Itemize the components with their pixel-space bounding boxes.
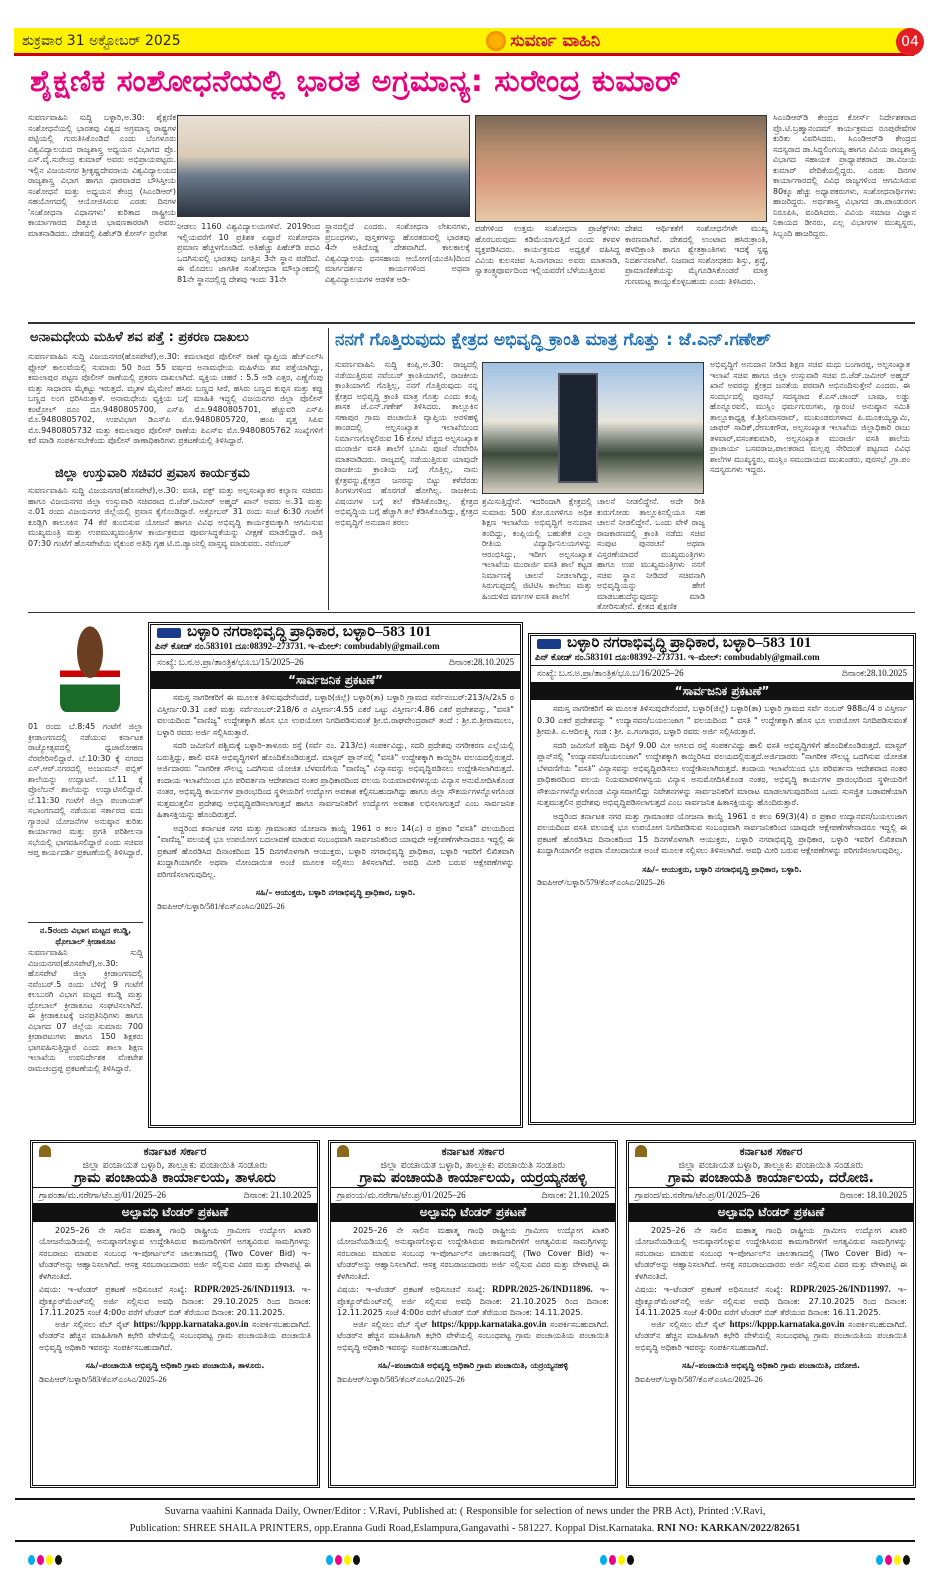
lamp-lighting-photo — [177, 115, 470, 217]
tender-title: ಅಲ್ಪಾವಧಿ ಟೆಂಡರ್ ಪ್ರಕಟಣೆ — [331, 1204, 615, 1222]
minister-tour-continued: 01 ರಂದು ಬೆ.8:45 ಗಂಟೆಗೆ ಜಿಲ್ಲಾ ಕ್ರೀಡಾಂಗಣದಲ್ಲಿ ನಡೆಯುವ ಕರ್ನಾಟಕ ರಾಜ್ಯೋತ್ಸವದಲ್ಲಿ ಧ್ವಜಾರೋಹಣ ನೆರವೇರಿಸಲಿದ್ದಾರೆ. ಬೆ.10:30 ಕ್ಕೆ ನಗರದ ಎಸ್.ಆರ್.ನಗರದಲ್ಲಿ ಅಂಜುಮನ್ ಪಬ್ಲಿಕ್ ಶಾಲೆಯನ್ನು ಉದ್ಘಾಟನೆ. ಬೆ.11 ಕ್ಕೆ ಪ್ರೊಲೆಬನ್ ಶಾಲೆಯನ್ನು ಉದ್ಘಾಟಿಸಲಿದ್ದಾರೆ. ಬೆ.11:30 ಗಂಟೆಗೆ ಜಿಲ್ಲಾ ಪಂಚಾಯತ್ ಸಭಾಂಗಣದಲ್ಲಿ ನಡೆಯುವ ಸರ್ಕಾರದ ಐದು ಗ್ಯಾರಂಟಿ ಯೋಜನೆಗಳ ಅನುಷ್ಠಾನ ಕುರಿತು ಕಾರ್ಯಾಗಾರ ಮತ್ತು ಪ್ರಗತಿ ಪರಿಶೀಲನಾ ಸಭೆಯಲ್ಲಿ ಭಾಗವಹಿಸಲಿದ್ದಾರೆ ಎಂದು ಸಚಿವರ ಆಪ್ತ ಕಾರ್ಯದರ್ಶಿ ಪ್ರಕಟಣೆಯಲ್ಲಿ ತಿಳಿಸಿದ್ದಾರೆ. — [28, 722, 143, 857]
divider — [28, 612, 915, 613]
ganesh-col-4: ಅಭಿವೃದ್ಧಿಗೆ ಅನುದಾನ ನೀಡಿದ ಶಿಕ್ಷಣ ಸಚಿವ ಮಧು ಬಂಗಾರಪ್ಪ, ಅಲ್ಪಸಂಖ್ಯಾತ ಇಲಾಖೆ ಸಚಿವ ಹಾಗೂ ಜಿಲ್ಲಾ ಉಸ್ತುವಾರಿ ಸಚಿವ ಬಿ.ಜೆಡ್.ಜಮೀರ್ ಅಹ್ಮದ್ ಖಾನೆ ಅವರನ್ನು ಕ್ಷೇತ್ರದ ಜನತೆಯ ಪರವಾಗಿ ಅಭಿನಂದಿಸುತ್ತೇನೆ ಎಂದರು. ಈ ಸಂದರ್ಭದಲ್ಲಿ ಪುರಸಭೆ ಸದಸ್ಯರಾದ ಕೆ.ಎಸ್.ಚಾಂದ್ ಬಾಷಾ, ಲಡ್ಡು ಹೊನ್ನೂರವಲಿ, ಮುಸ್ಲಿಂ ಧರ್ಮಗುರುಗಳು, ಗ್ಯಾರಂಟಿ ಅನುಷ್ಠಾನ ಸಮಿತಿ ತಾಲ್ಲೂಕಾಧ್ಯಕ್ಷ ಕೆ.ಶ್ರೀನಿವಾಸರಾವ್, ಮುಖಂಡರುಗಳಾದ ಪಿ.ಮೂಕಯ್ಯಸ್ವಾಮಿ, ಜಾಫರ್ ಸಾದಿಕ್,ರೇಣುಕಗೌಡ, ಅಲ್ಪಸಂಖ್ಯಾತ ಇಲಾಖೆಯ ಜಿಲ್ಲಾಧಿಕಾರಿ ರಾಜು ತಳವಾರ್,ವಸಂತಕುಮಾರಿ, ಅಲ್ಪಸಂಖ್ಯಾತ ಮುರಾರ್ಜಿ ವಸತಿ ಶಾಲೆಯ ಪ್ರಾಚಾರ್ಯ ಬಸವರಾಜ,ಪಾಲಕರಾದ ಮಲ್ಲಪ್ಪ ಸೇರಿದಂತೆ ಪಟ್ಟಣದ ವಿವಿಧ ಶಾಲೆಗಳ ಮುಖ್ಯಸ್ಥರು, ಮುಸ್ಲಿಂ ಸಮುದಾಯದ ಮುಖಂಡರು, ಪುರಸಭೆ ,ಗ್ರಾ.ಪಂ ಸದಸ್ಯರುಗಳು ಇದ್ದರು. — [710, 360, 910, 474]
ganesh-col-3: ಚಾಲನೆ ನೀಡಲಿದ್ದೇನೆ. ಅದೇ ರೀತಿ ಕುರುಗೋಡು ತಾಲ್ಲೂಕಿನಲ್ಲಿಯೂ ಸಹ ಚಾಲನೆ ನೀಡಲಿದ್ದೇನೆ. ಒಂದು ವೇಳೆ ರಾಜ್ಯ ರಾಜಕಾರಣದಲ್ಲಿ ಕ್ರಾಂತಿ ನಡೆದು ಸಚಿವ ಸಂಪುಟ ಪುನರಚನೆ ಅಥವಾ ವಿಸ್ತರಣೆಯಾದರೆ ಮುಖ್ಯಮಂತ್ರಿಗಳು ಹಾಗೂ ಉಪ ಮುಖ್ಯಮಂತ್ರಿಗಳು ನನಗೆ ಸಚಿವ ಸ್ಥಾನ ನೀಡಿದರೆ ಸಚಿವನಾಗಿ ಅಭಿವೃದ್ಧಿಯನ್ನು ಹೇಗೆ ಮಾಡಬಹುದೆನ್ನುವುದನ್ನು ಮಾಡಿ ತೋರಿಸುತ್ತೇನೆ. ಕ್ಷೇತ್ರದ ಶೈಕ್ಷಣಿಕ — [597, 497, 705, 610]
notice-authority: ಬಳ್ಳಾರಿ ನಗರಾಭಿವೃದ್ಧಿ ಪ್ರಾಧಿಕಾರ, ಬಳ್ಳಾರಿ–583 101 — [567, 635, 812, 651]
notice-para: ಸದರಿ ಜಮೀನಿಗೆ ಪಶ್ಚಿಮಕ್ಕೆ ಬಳ್ಳಾರಿ–ತಾಳೂರು ರಸ್ತೆ (ಸರ್ವೆ ನಂ. 213/ಬಿ) ಸಂಪರ್ಕವಿದ್ದು, ಸದರಿ ಪ್ರದೇಶವು ನಗರೀಕರಣ ಎಲ್ಲೆಯಲ್ಲಿ ಬರುತ್ತಿದ್ದು, ಹಾಲಿ ವಸತಿ ಅಭಿವೃದ್ಧಿಗಳಿಗೆ ಹೊಂದಿಕೊಂಡಿರುತ್ತದೆ. ಮಾಸ್ಟರ್ ಪ್ಲಾನ್‌ನಲ್ಲಿ "ವಸತಿ" ಉದ್ದೇಶಕ್ಕಾಗಿ ಕಾಯ್ದಿರಿಸಿ ವಲಯದಲ್ಲಿರುತ್ತದೆ. ಅರ್ಜಿದಾರರು "ನಾಗರೀಕ ಸೌಲಭ್ಯ ಒದಗಿಸುವ ಯೋಜಿತ ಬೆಳವಣಿಗೆಯ "ವಾಣಿಜ್ಯ" ವಿನ್ಯಾಸವನ್ನು ಅಭಿವೃದ್ಧಿಪಡಿಸಲು ಉದ್ದೇಶಿಸಲಾಗಿರುತ್ತದೆ. ಕಂದಾಯ ಇಲಾಖೆಯಿಂದ ಭೂ ಪರಿವರ್ತನಾ ಆದೇಶವಾದ ನಂತರ ಪ್ರಾಧಿಕಾರದಿಂದ ವಲಯ ನಿಯಮಾವಳಿಗಳನ್ವಯ ವಿನ್ಯಾಸ ಅನುಮೋದಿಸಿಕೊಂಡ ನಂತರ, ಅಭಿವೃದ್ಧಿ ಕಾರ್ಯಗಳ ಪ್ರಾರಂಭದಿಂದ ಸ್ಥಳೀಯರಿಗೆ ಉದ್ಯೋಗ ಅವಕಾಶ ಕಲ್ಪಿಸಬಹುದಾಗಿದ್ದು ಹಾಗೂ ಜಿಲ್ಲಾ ಸೌಕರ್ಯಗಳನ್ನೊಳಗೊಂಡ ಸುತ್ತಮುತ್ತಲಿನ ಪ್ರದೇಶವು ಅಭಿವೃದ್ಧಿಪಡಿಸಲಾಗುತ್ತದೆ ಹಾಗೂ ಸಾರ್ವಜನಿಕರಿಗೆ ಉದ್ಯೋಗ ಅವಕಾಶ ಲಭಿಸಲಾಗುತ್ತದೆ ಎಂಬ ಸಾರ್ವಜನಿಕ ಹಿತಾಸಕ್ತಿಯನ್ನು ಹೊಂದಿರುತ್ತದೆ. — [157, 741, 514, 819]
tender-govt: ಕರ್ನಾಟಕ ಸರ್ಕಾರ — [739, 1145, 803, 1158]
lead-headline: ಶೈಕ್ಷಣಿಕ ಸಂಶೋಧನೆಯಲ್ಲಿ ಭಾರತ ಅಗ್ರಮಾನ್ಯ: ಸುರೇಂದ್ರ ಕುಮಾರ್ — [30, 64, 682, 99]
lead-col-2: ನೀಡಲು 1160 ವಿಶ್ವವಿದ್ಯಾಲಯಗಳಿವೆ. 2019ರಿಂದ ಇಲ್ಲಿಯವರೆಗೆ 10 ಪ್ರತಿಶತ ಏಷ್ಟಾರೆ ಸಂಶೋಧನಾ ಪ್ರಮಾಣ ಹೆಚ್ಚಳಗೊಂಡಿದೆ. ಅತಿಹೆಚ್ಚು ಪಿಹೆಚ್‌ಡಿ ಪದವಿ ಒದಗಿಸುವಲ್ಲಿ ಭಾರತವು ಜಗತ್ತಿನ 3ನೇ ಸ್ಥಾನ ಪಡೆದಿದೆ. ಈ ಮೊದಲು ಜಾಗತಿಕ ಸಂಶೋಧನಾ ಮೌಲ್ಯಾಂಕದಲ್ಲಿ 81ನೇ ಸ್ಥಾನದಲ್ಲಿದ್ದ ದೇಶವು ಇಂದು 31ನೇ — [177, 222, 320, 284]
lead-col-4: ಪಡೆಗಳಿಂದ ಉತ್ತಮ ಸಂಶೋಧನಾ ಪ್ರಾಜೆಕ್ಟ್‌ಗಳು ಹೊರಬರುವುದು ಕಡಿಮೆಯಾಗುತ್ತಿದೆ ಎಂದು ಕಳವಳ ವ್ಯಕ್ತಪಡಿಸಿದರು. ಕಾರ್ಯಕ್ರಮದ ಅಧ್ಯಕ್ಷತೆ ವಹಿಸಿದ್ದ ವಿವಿಯ ಕುಲಸಚಿವ ಸಿ.ನಾಗರಾಜು ಅವರು ಮಾತನಾಡಿ, ಸ್ವಾತಂತ್ರ್ಯಪೂರ್ವದಿಂದ ಇಲ್ಲಿಯವರೆಗೆ ಬೆಳೆಯುತ್ತಿರುವ — [475, 224, 620, 275]
tender-contact: ಸಂಪರ್ಕಿಸಬಹುದಾಗಿದೆ. ಟೆಂಡರ್‌ನ ಹೆಚ್ಚಿನ ಮಾಹಿತಿಗಾಗಿ ಕಛೇರಿ ವೇಳೆಯಲ್ಲಿ ಸಂಬಂಧಪಟ್ಟ ಗ್ರಾಮ ಪಂಚಾಯತಿಯ ಪಂಚಾಯಿತಿ ಅಭಿವೃದ್ಧಿ ಅಧಿಕಾರಿ ಇವರನ್ನು ಸಂಪರ್ಕಿಸಬಹುದಾಗಿದೆ. — [337, 1319, 610, 1352]
public-notice-15 — [148, 622, 523, 1128]
tender-website-link[interactable]: https://kppp.karnataka.gov.in — [729, 1318, 845, 1329]
notice-contact: ಪಿನ್ ಕೋಡ್ ನಂ.583101 ದೂ:08392–273731. ಇ–ಮೇಲ್: combudably@gmail.com — [531, 652, 913, 667]
notice-para: ಅದ್ದರಿಂದ ಕರ್ನಾಟಕ ನಗರ ಮತ್ತು ಗ್ರಾಮಾಂತರ ಯೋಜನಾ ಕಾಯ್ದೆ 1961 ರ ಕಲಂ 14(ಎ) ರ ಪ್ರಕಾರ "ವಸತಿ" ವಲಯದಿಂದ "ವಾಣಿಜ್ಯ" ವಲಯಕ್ಕೆ ಭೂ ಉಪಯೋಗ ಬದಲಾವಣೆ ಮಾಡುವ ಸಂಬಂಧವಾಗಿ ಸಾರ್ವಜನಿಕರಿಂದ ಯಾವುದೇ ಆಕ್ಷೇಪಣೆಗಳೇನಾದರೂ ಇದ್ದಲ್ಲಿ ಈ ಪ್ರಕಟಣೆ ಹೊರಡಿಸಿದ ದಿನಾಂಕದಿಂದ 15 ದಿನಗಳೊಳಗಾಗಿ ಆಯುಕ್ತರು, ಬಳ್ಳಾರಿ ನಗರಾಭಿವೃದ್ಧಿ ಪ್ರಾಧಿಕಾರ, ಬಳ್ಳಾರಿ ಇವರಿಗೆ ಲಿಖಿತವಾಗಿ ಖುದ್ದಾಗಿಯಾಗಲೀ ಅಥವಾ ನೋಂದಾಯಿತ ಅಂಚೆ ಮೂಲಕ ಸಲ್ಲಿಸಲು ತಿಳಿಸಲಾಗಿದೆ. ಅವಧಿ ಮೀರಿ ಬರುವ ಆಕ್ಷೇಪಣೆಗಳನ್ನು ಪರಿಗಣಿಸಲಾಗುವುದಿಲ್ಲ. — [157, 823, 514, 879]
tender-date: ದಿನಾಂಕ: 21.10.2025 — [541, 1189, 609, 1200]
tender-schedule: ಇ–ಪ್ರೊಕ್ಯೂರ್‌ಮೆಂಟ್‌ನಲ್ಲಿ ಅರ್ಜಿ ಸಲ್ಲಿಸುವ ಅವಧಿ ದಿನಾಂಕ: 27.10.2025 ರಿಂದ ದಿನಾಂಕ: 14.11.2025 ಸಂಜೆ 4:00ರ ವರೆಗೆ ಟೆಂಡರ್ ಬಿಡ್ ತೆರೆಯುವ ದಿನಾಂಕ: 16.11.2025. — [635, 1285, 907, 1317]
tender-schedule: ಇ–ಪ್ರೊಕ್ಯೂರ್‌ಮೆಂಟ್‌ನಲ್ಲಿ ಅರ್ಜಿ ಸಲ್ಲಿಸುವ ಅವಧಿ ದಿನಾಂಕ: 29.10.2025 ರಿಂದ ದಿನಾಂಕ: 17.11.2025 ಸಂಜೆ 4:00ರ ವರೆಗೆ ಟೆಂಡರ್ ಬಿಡ್ ತೆರೆಯುವ ದಿನಾಂಕ: 20.11.2025. — [39, 1285, 311, 1317]
notice-authority: ಬಳ್ಳಾರಿ ನಗರಾಭಿವೃದ್ಧಿ ಪ್ರಾಧಿಕಾರ, ಬಳ್ಳಾರಿ–583 101 — [187, 624, 432, 640]
tender-district: ಜಿಲ್ಲಾ ಪಂಚಾಯತ ಬಳ್ಳಾರಿ, ತಾಲ್ಲೂಕು ಪಂಚಾಯಿತಿ ಸಂಡೂರು — [82, 1159, 268, 1171]
tender-subject: ವಿಷಯ: ಇ–ಟೆಂಡರ್ ಪ್ರಕಟಣೆ ಅಧಿಸೂಚನೆ ಸಂಖ್ಯೆ: — [337, 1285, 486, 1294]
tender-district: ಜಿಲ್ಲಾ ಪಂಚಾಯತ ಬಳ್ಳಾರಿ, ತಾಲ್ಲೂಕು ಪಂಚಾಯಿತಿ ಸಂಡೂರು — [380, 1159, 566, 1171]
karnataka-emblem-icon — [635, 1145, 647, 1157]
imprint-line-1: Suvarna vaahini Kannada Daily, Owner/Editor : V.Ravi, Published at: ( Responsible for selection of news under the PRB Act), Printed :V.Ravi, — [164, 1506, 766, 1517]
karnataka-emblem-icon — [337, 1145, 349, 1157]
body-found-headline: ಅನಾಮಧೇಯ ಮಹಿಳೆ ಶವ ಪತ್ತೆ : ಪ್ರಕರಣ ದಾಖಲು — [30, 330, 249, 345]
ganesh-col-1: ಸುವರ್ಣವಾಹಿನಿ ಸುದ್ದಿ ಕಂಪ್ಲಿ,ಅ.30: ರಾಜ್ಯದಲ್ಲಿ ನಡೆಯುತ್ತಿರುವ ನವೆಂಬರ್ ಕ್ರಾಂತಿಯಾಗಲಿ, ರಾಜಕೀಯ ಕ್ರಾಂತಿಯಾಗಲಿ ಗೊತ್ತಿಲ್ಲ, ನನಗೆ ಗೊತ್ತಿರುವುದು ನನ್ನ ಕ್ಷೇತ್ರದ ಅಭಿವೃದ್ಧಿ ಕ್ರಾಂತಿ ಮಾತ್ರ ಗೊತ್ತು ಎಂದು ಕಂಪ್ಲಿ ಶಾಸಕ ಜೆ.ಎನ್.ಗಣೇಶ್ ತಿಳಿಸಿದರು. ತಾಲ್ಲೂಕಿನ ಸಣಾಪುರ ಗ್ರಾಮ ಪಂಚಾಯಿತಿ ವ್ಯಾಪ್ತಿಯ ಅರಳಿಹಳ್ಳಿ ತಾಂಡದಲ್ಲಿ ಅಲ್ಪಸಂಖ್ಯಾತ ಇಲಾಖೆಯಿಂದ ನಿರ್ಮಾಣಗೊಳ್ಳಲಿರುವ 16 ಕೋಟಿ ವೆಚ್ಚದ ಅಲ್ಪಸಂಖ್ಯಾತ ಮುರಾರ್ಜಿ ವಸತಿ ಶಾಲೆಗೆ ಭೂಮಿ ಪೂಜೆ ನೆರವೇರಿಸಿ ಮಾತನಾಡಿದರು. ರಾಜ್ಯದಲ್ಲಿ ನಡೆಯುತ್ತಿರುವ ಯಾವುದೇ ರಾಜಕೀಯ ಕ್ರಾಂತಿಯ ಬಗ್ಗೆ ಗೊತ್ತಿಲ್ಲ, ನಾನು ಕ್ಷೇತ್ರವನ್ನು,ಕ್ಷೇತ್ರದ ಜನರನ್ನು ಬಿಟ್ಟು ಕಳೆದೆರಡು ತಿಂಗಳುಗಳಿಂದ ಹೊರಗಡೆ ಹೋಗಿಲ್ಲ. ರಾಜಕೀಯ ವಿಷಯಗಳ ಬಗ್ಗೆ ತಲೆ ಕೆಡಿಸಿಕೊಂಡಿಲ್ಲ. ಕ್ಷೇತ್ರದ ಅಭಿವೃದ್ಧಿಯ ಬಗ್ಗೆ ಹೆಚ್ಚಾಗಿ ತಲೆ ಕೆಡಿಸಿಕೊಂಡಿದ್ದು, ಕ್ಷೇತ್ರದ ಅಭಿವೃದ್ಧಿಗೆ ಅನುದಾನ ತರಲು — [335, 360, 478, 527]
tender-title: ಅಲ್ಪಾವಧಿ ಟೆಂಡರ್ ಪ್ರಕಟಣೆ — [629, 1204, 913, 1222]
lead-col-1: ಸುವರ್ಣವಾಹಿನಿ ಸುದ್ದಿ ಬಳ್ಳಾರಿ,ಅ.30: ಶೈಕ್ಷಣಿಕ ಸಂಶೋಧನೆಯಲ್ಲಿ ಭಾರತವು ವಿಶ್ವದ ಅಗ್ರಮಾನ್ಯ ರಾಷ್ಟ್ರಗಳ ಪಟ್ಟಿಯಲ್ಲಿ ಗುರುತಿಸಿಕೊಂಡಿದೆ ಎಂದು ಬೆಂಗಳೂರು ವಿಶ್ವವಿದ್ಯಾಲಯದ ರಾಜ್ಯಶಾಸ್ತ್ರ ಅಧ್ಯಯನ ವಿಭಾಗದ ಪ್ರೊ. ಎಸ್.ವೈ.ಸುರೇಂದ್ರ ಕುಮಾರ್ ಅವರು ಅಭಿಪ್ರಾಯಪಟ್ಟರು. ಇಲ್ಲಿನ ವಿಜಯನಗರ ಶ್ರೀಕೃಷ್ಣದೇವರಾಯ ವಿಶ್ವವಿದ್ಯಾಲಯದ ರಾಜ್ಯಶಾಸ್ತ್ರ ವಿಭಾಗ ಹಾಗೂ ಧಾರವಾಡದ ಬೌಸಿಸ್ತೀಯ ಸಂಶೋಧನೆ ಮತ್ತು ಅಧ್ಯಯನ ಕೇಂದ್ರ (ಸಿಎಂಡಿಆರ್) ಸಹಯೋಗದಲ್ಲಿ ಆಯೋಜಿಸಿರುವ ಎರಡು ದಿನಗಳ 'ಸಂಶೋಧನಾ ವಿಧಾನಗಳು' ಕುರಿತಾದ ರಾಷ್ಟ್ರೀಯ ಕಾರ್ಯಾಗಾರದ ದಿಕ್ಸೂಚಿ ಭಾಷಣಕಾರರಾಗಿ ಅವರು ಮಾತನಾಡಿದರು. ದೇಶದಲ್ಲಿ ಪಿಹೆಚ್‌ಡಿ ಕೋರ್ಸ್ ಪ್ರವೇಶ — [28, 113, 176, 238]
authority-emblem-icon — [537, 639, 561, 649]
tender-code: ಡಿಐಪಿಆರ್/ಬಳ್ಳಾರಿ/583/ಕೆಎಸ್‌ಎಂಸಿಎ/2025–26 — [39, 1374, 167, 1384]
paper-logo — [486, 31, 600, 51]
notice-para: ಸಮಸ್ತ ನಾಗರೀಕರಿಗೆ ಈ ಮೂಲಕ ತಿಳಿಸುವುದೇನೆಂದರೆ, ಬಳ್ಳಾರಿ(ಜಿಲ್ಲೆ) ಬಳ್ಳಾರಿ(ತಾ) ಬಳ್ಳಾರಿ ಗ್ರಾಮದ ಸರ್ವೆನಂಬರ್:213/ಸಿ/2ಸಿ5 ರ ವಿಸ್ತೀರ್ಣ:0.31 ಎಕರೆ ಮತ್ತು ಸರ್ವೆನಂಬರ್:218/6 ರ ವಿಸ್ತೀರ್ಣ:4.55 ಎಕರೆ ಒಟ್ಟು ವಿಸ್ತೀರ್ಣ:4.86 ಎಕರೆ ಪ್ರದೇಶವನ್ನು, "ವಸತಿ" ವಲಯದಿಂದ "ವಾಣಿಜ್ಯ" ಉದ್ದೇಶಕ್ಕಾಗಿ ಹೊಸ ಭೂ ಉಪಯೋಗ ನಿಗದಿಪಡಿಸುವಂತೆ ಶ್ರೀ.ಬಿ.ರಾಘವೇಂದ್ರರಾವ್ ತಂದೆ : ಶ್ರೀ.ಬಿ.ಶ್ರೀರಾಮುಲು, ಬಳ್ಳಾರಿ ರವರು ಅರ್ಜಿ ಸಲ್ಲಿಸಿರುತ್ತಾರೆ. — [157, 693, 514, 737]
kabaddi-headline: ನ.5ರಂದು ವಿಭಾಗ ಮಟ್ಟದ ಕಬಡ್ಡಿ, ಥ್ರೋಬಾಲ್ ಕ್ರೀಡಾಕೂಟ — [39, 926, 132, 946]
flame-icon — [486, 31, 506, 51]
paper-name: ಸುವರ್ಣ ವಾಹಿನಿ — [510, 30, 601, 51]
tender-website-label: ಅರ್ಜಿ ಸಲ್ಲಿಸಲು ವೆಬ್ ಸೈಟ್ — [55, 1319, 131, 1329]
tender-subject: ವಿಷಯ: ಇ–ಟೆಂಡರ್ ಪ್ರಕಟಣೆ ಅಧಿಸೂಚನೆ ಸಂಖ್ಯೆ: — [635, 1285, 784, 1294]
tender-notice-daroji — [626, 1140, 916, 1488]
tender-number: RDPR/2025-26/IND11913. — [194, 1284, 295, 1294]
tender-date: ದಿನಾಂಕ: 18.10.2025 — [839, 1189, 907, 1200]
tender-contact: ಸಂಪರ್ಕಿಸಬಹುದಾಗಿದೆ. ಟೆಂಡರ್‌ನ ಹೆಚ್ಚಿನ ಮಾಹಿತಿಗಾಗಿ ಕಛೇರಿ ವೇಳೆಯಲ್ಲಿ ಸಂಬಂಧಪಟ್ಟ ಗ್ರಾಮ ಪಂಚಾಯತಿಯ ಪಂಚಾಯಿತಿ ಅಭಿವೃದ್ಧಿ ಅಧಿಕಾರಿ ಇವರನ್ನು ಸಂಪರ್ಕಿಸಬಹುದಾಗಿದೆ. — [635, 1319, 908, 1352]
lead-col-5: ದೇಶದ ಆರ್ಥಿಕತೆಗೆ ಸಂಶೋಧನೆಗಳೇ ಮುಖ್ಯ ಕಾರಣವಾಗಿವೆ. ದೇಶದಲ್ಲಿ ಉಂಟಾದ ಹಸಿರುಕ್ರಾಂತಿ, ಹಳದಿಕ್ರಾಂತಿ ಹಾಗೂ ಶ್ವೇತಕ್ರಾಂತಿಗಳು ಇದಕ್ಕೆ ಸ್ಪಷ್ಟ ನಿದರ್ಶನವಾಗಿವೆ. ನಿಜವಾದ ಸಂಶೋಧಕರು ಶಿಸ್ತು, ಶ್ರದ್ಧೆ, ಪ್ರಾಮಾಣಿಕತೆಯನ್ನು ಮೈಗೂಡಿಸಿಕೊಂಡರೆ ಮಾತ್ರ ಗುಣಮಟ್ಟ ಕಾಯ್ದುಕೊಳ್ಳಬಹುದು ಎಂದು ತಿಳಿಸಿದರು. — [625, 224, 768, 286]
plaque — [558, 373, 598, 483]
tender-ref: ಗ್ರಾಪಂಯ/ಮ.ನರೇಗಾ/ಟೆಂ.ಪ್ರ/01/2025–26 — [337, 1189, 466, 1200]
divider — [328, 328, 329, 610]
tender-signature: ಸಹಿ/–ಪಂಚಾಯಿತಿ ಅಭಿವೃದ್ಧಿ ಅಧಿಕಾರಿ ಗ್ರಾಮ ಪಂಚಾಯಿತಿ, ತಾಳೂರು. — [85, 1361, 265, 1370]
tender-date: ದಿನಾಂಕ: 21.10.2025 — [243, 1189, 311, 1200]
tender-code: ಡಿಐಪಿಆರ್/ಬಳ್ಳಾರಿ/587/ಕೆಎಸ್‌ಎಂಸಿಎ/2025–26 — [635, 1374, 763, 1384]
registration-marks — [600, 1555, 634, 1565]
tender-ref: ಗ್ರಾಪಂದ/ಮ.ನರೇಗಾ/ಟೆಂ.ಪ್ರ/01/2025–26 — [635, 1189, 760, 1200]
tender-notice-yarrayyanahalli — [328, 1140, 618, 1488]
tender-number: RDPR/2025-26/IND11997. — [790, 1284, 891, 1294]
rni-number: RNI NO: KARKAN/2022/82651 — [656, 1523, 801, 1534]
karnataka-emblem-icon — [39, 1145, 51, 1157]
tender-office: ಗ್ರಾಮ ಪಂಚಾಯತಿ ಕಾರ್ಯಾಲಯ, ತಾಳೂರು — [33, 1173, 317, 1188]
tender-website-link[interactable]: https://kppp.karnataka.gov.in — [431, 1318, 547, 1329]
tender-website-label: ಅರ್ಜಿ ಸಲ್ಲಿಸಲು ವೆಬ್ ಸೈಟ್ — [651, 1319, 727, 1329]
tender-govt: ಕರ್ನಾಟಕ ಸರ್ಕಾರ — [441, 1145, 505, 1158]
notice-signature: ಸಹಿ/– ಆಯುಕ್ತರು, ಬಳ್ಳಾರಿ ನಗರಾಭಿವೃದ್ಧಿ ಪ್ರಾಧಿಕಾರ, ಬಳ್ಳಾರಿ. — [255, 888, 416, 897]
authority-emblem-icon — [157, 628, 181, 638]
ganesh-col-2: ಶ್ರಮಿಸುತ್ತಿದ್ದೇನೆ. ಇದರಿಂದಾಗಿ ಕ್ಷೇತ್ರದಲ್ಲಿ ಸುಮಾರು 500 ಕೋ.ರೂಗಳಿಗೂ ಅಧಿಕ ಶಿಕ್ಷಣ ಇಲಾಖೆಯ ಅಭಿವೃದ್ಧಿಗೆ ಅನುದಾನ ತಂದಿದ್ದು, ಕಂಪ್ಲಿಯಲ್ಲಿ ಬಹುತೇಕ ಎಲ್ಲಾ ರೀತಿಯ ವಿದ್ಯಾರ್ಥಿನಿಲಯಗಳನ್ನು ಆರಂಭಿಸಿದ್ದು, ಇದೀಗ ಅಲ್ಪಸಂಖ್ಯಾತ ಇಲಾಖೆಯ ಮುರಾರ್ಜಿ ವಸತಿ ಶಾಲೆ ಕಟ್ಟಡ ನಿರ್ಮಾಣಕ್ಕೆ ಚಾಲನೆ ನೀಡಲಾಗಿದ್ದು, ಸಿರುಗುಪ್ಪದಲ್ಲಿ ಜಿಟಿಟಿಸಿ ಕಾಲೇಜು ಮತ್ತು ಹಿಂದುಳಿದ ವರ್ಗಗಳ ವಸತಿ ಶಾಲೆಗೆ — [482, 497, 592, 601]
tender-number: RDPR/2025-26/IND11896. — [492, 1284, 593, 1294]
foundation-stone-photo — [482, 362, 704, 494]
tender-intro: 2025–26 ನೇ ಸಾಲಿನ ಮಹಾತ್ಮ ಗಾಂಧಿ ರಾಷ್ಟ್ರೀಯ ಗ್ರಾಮೀಣ ಉದ್ಯೋಗ ಖಾತರಿ ಯೋಜನೆಯಡಿಯಲ್ಲಿ ಅನುಷ್ಠಾನಗೊಳ್ಳುವ ಉದ್ದೇಶಿಸಿರುವ ಕಾಮಗಾರಿಗಳಿಗೆ ಅಗತ್ಯವಿರುವ ಸಾಮಗ್ರಿಗಳನ್ನು ಸರಬರಾಜು ಮಾಡುವ ಸಂಬಂಧ ಇ–ಪೋರ್ಟಲ್‌ನ ಜಾಲತಾಣದಲ್ಲಿ (Two Cover Bid) ಇ–ಟೆಂಡರ್‌ಅನ್ನು ಆಹ್ವಾನಿಸಲಾಗಿದೆ. ಆಸಕ್ತ ಸರಬರಾಜುದಾರರು ಅರ್ಜಿ ಸಲ್ಲಿಸುವ ವಿವರ ಮತ್ತು ವೇಳಾಪಟ್ಟಿ ಈ ಕೆಳಗಿನಂತಿದೆ. — [39, 1225, 311, 1281]
notice-para: ಅದ್ದರಿಂದ ಕರ್ನಾಟಕ ನಗರ ಮತ್ತು ಗ್ರಾಮಾಂತರ ಯೋಜನಾ ಕಾಯ್ದೆ 1961 ರ ಕಲಂ 69(3)(4) ರ ಪ್ರಕಾರ ಉದ್ಯಾನವನ/ಬಯಲುಜಾಗ ವಲಯದಿಂದ ವಸತಿ ವಲಯಕ್ಕೆ ಭೂ ಉಪಯೋಗ ನಿಗದಿಪಡಿಸುವ ಸಂಬಂಧವಾಗಿ ಸಾರ್ವಜನಿಕರಿಂದ ಯಾವುದೇ ಆಕ್ಷೇಪಣೆಗಳೇನಾದರೂ ಇದ್ದಲ್ಲಿ ಈ ಪ್ರಕಟಣೆ ಹೊರಡಿಸಿದ ದಿನಾಂಕದಿಂದ 15 ದಿನಗಳೊಳಗಾಗಿ ಆಯುಕ್ತರು, ಬಳ್ಳಾರಿ ನಗರಾಭಿವೃದ್ಧಿ ಪ್ರಾಧಿಕಾರ, ಬಳ್ಳಾರಿ ಇವರಿಗೆ ಲಿಖಿತವಾಗಿ ಖುದ್ದಾಗಿಯಾಗಲೀ ಅಥವಾ ನೋಂದಾಯಿತ ಅಂಚೆ ಮೂಲಕ ಸಲ್ಲಿಸಲು ತಿಳಿಸಲಾಗಿದೆ. ಅವಧಿ ಮೀರಿ ಬರುವ ಆಕ್ಷೇಪಣೆಗಳನ್ನು ಪರಿಗಣಿಸಲಾಗುವುದಿಲ್ಲ. — [537, 811, 907, 855]
public-notice-16 — [528, 633, 916, 1125]
tender-subject: ವಿಷಯ: ಇ–ಟೆಂಡರ್ ಪ್ರಕಟಣೆ ಅಧಿಸೂಚನೆ ಸಂಖ್ಯೆ: — [39, 1285, 188, 1294]
tender-ref: ಗ್ರಾಪಂತಾ/ಮ.ನರೇಗಾ/ಟೆಂ.ಪ್ರ/01/2025–26 — [39, 1189, 166, 1200]
tender-office: ಗ್ರಾಮ ಪಂಚಾಯತಿ ಕಾರ್ಯಾಲಯ, ಯರ್ರಯ್ಯನಹಳ್ಳಿ — [331, 1173, 615, 1188]
tender-schedule: ಇ–ಪ್ರೊಕ್ಯೂರ್‌ಮೆಂಟ್‌ನಲ್ಲಿ ಅರ್ಜಿ ಸಲ್ಲಿಸುವ ಅವಧಿ ದಿನಾಂಕ: 21.10.2025 ರಿಂದ ದಿನಾಂಕ: 12.11.2025 ಸಂಜೆ 4:00ರ ವರೆಗೆ ಟೆಂಡರ್ ಬಿಡ್ ತೆರೆಯುವ ದಿನಾಂಕ: 14.11.2025. — [337, 1285, 609, 1317]
lead-col-6: ಸಿಎಂಡಿಆರ್‌ಡಿ ಕೇಂದ್ರದ ಕೋರ್ಸ್ ನಿರ್ದೇಶಕರಾದ ಪ್ರೊ.ಟಿ.ಬ್ರಹ್ಮಾನಂದಮ್ ಕಾರ್ಯಕ್ರಮದ ರೂಪುರೇಷೆಗಳ ಕುರಿತು ವಿವರಿಸಿದರು. ಸಿಎಂಡಿಆರ್‌ಡಿ ಕೇಂದ್ರದ ಸದಸ್ಯರಾದ ಡಾ.ಸಿದ್ಧಲಿಂಗಯ್ಯ ಹಾಗೂ ವಿವಿಯ ರಾಜ್ಯಶಾಸ್ತ್ರ ವಿಭಾಗದ ಸಹಾಯಕ ಪ್ರಾಧ್ಯಾಪಕರಾದ ಡಾ.ವಿಜಯ ಕುಮಾರ್ ವೇದಿಕೆಯಲ್ಲಿದ್ದರು. ಎರಡು ದಿನಗಳ ಕಾರ್ಯಾಗಾರದಲ್ಲಿ ವಿವಿಧ ರಾಜ್ಯಗಳಿಂದ ಆಗಮಿಸಿರುವ 80ಕ್ಕೂ ಹೆಚ್ಚು ಅಧ್ಯಾಪಕರುಗಳು, ಸಂಶೋಧನಾರ್ಥಿಗಳು ಹಾಜರಿದ್ದರು. ಅರ್ಥಶಾಸ್ತ್ರ ವಿಭಾಗದ ಡಾ.ಪಾಂಡುರಂಗ ನಿರೂಪಿಸಿ, ವಂದಿಸಿದರು. ವಿವಿಯ ಸಮಾಜ ವಿಜ್ಞಾನ ನಿಕಾಯದ ಡೀನರು, ಎಲ್ಲ ವಿಭಾಗಗಳ ಮುಖ್ಯಸ್ಥರು, ಸಿಬ್ಬಂದಿ ಹಾಜರಿದ್ದರು. — [773, 113, 916, 238]
page-number: 04 — [896, 28, 924, 56]
notice-code: ಡಿಐಪಿಆರ್/ಬಳ್ಳಾರಿ/581/ಕೆಎಸ್‌ಎಂಸಿಎ/2025–26 — [157, 901, 285, 911]
tender-website-link[interactable]: https://kppp.karnataka.gov.in — [133, 1318, 249, 1329]
kabaddi-text: ಸುವರ್ಣವಾಹಿನಿ ಸುದ್ದಿ ವಿಜಯನಗರ(ಹೊಸಪೇಟೆ),ಅ.30: ಹೊಸಪೇಟೆ ಜಿಲ್ಲಾ ಕ್ರೀಡಾಂಗಣದಲ್ಲಿ ನವೆಂಬರ್.5 ರಂದು ಬೆಳಿಗ್ಗೆ 9 ಗಂಟೆಗೆ ಕಲಬುರಗಿ ವಿಭಾಗ ಮಟ್ಟದ ಕಬಡ್ಡಿ ಮತ್ತು ಥ್ರೋಬಾಲ್ ಕ್ರೀಡಾಕೂಟ ಸಂಘಟಿಸಲಾಗಿದೆ. ಈ ಕ್ರೀಡಾಕೂಟಕ್ಕೆ ಜನಪ್ರತಿನಿಧಿಗಳು ಹಾಗೂ ವಿಭಾಗದ 07 ಜಿಲ್ಲೆಯ ಸುಮಾರು 700 ಕ್ರೀಡಾಪಟುಗಳು ಹಾಗೂ 150 ಶಿಕ್ಷಕರು ಭಾಗವಹಿಸುತ್ತಿದ್ದಾರೆ ಎಂದು ಶಾಲಾ ಶಿಕ್ಷಣ ಇಲಾಖೆಯ ಉಪನಿರ್ದೇಶಕ ವೆಂಕಟೇಶ ರಾಮಚಂದ್ರಪ್ಪ ಪ್ರಕಟಣೆಯಲ್ಲಿ ತಿಳಿಸಿದ್ದಾರೆ. — [28, 948, 143, 1073]
tender-title: ಅಲ್ಪಾವಧಿ ಟೆಂಡರ್ ಪ್ರಕಟಣೆ — [33, 1204, 317, 1222]
divider — [28, 922, 143, 923]
notice-contact: ಪಿನ್ ಕೋಡ್ ನಂ.583101 ದೂ:08392–273731. ಇ–ಮೇಲ್: combudably@gmail.com — [151, 641, 520, 656]
notice-ref: ಸಂಖ್ಯೆ: ಬ.ನ.ಅ.ಪ್ರಾ/ತಾಂತ್ರಿಕ/ಭೂ.ಬ/16/2025–26 — [537, 668, 684, 678]
notice-para: ಸಮಸ್ತ ನಾಗರೀಕರಿಗೆ ಈ ಮೂಲಕ ತಿಳಿಸುವುದೇನೆಂದರೆ, ಬಳ್ಳಾರಿ(ಜಿಲ್ಲೆ) ಬಳ್ಳಾರಿ(ತಾ) ಬಳ್ಳಾರಿ ಗ್ರಾಮದ ಸರ್ವೆ ನಂಬರ್ 988ಎ/4 ರ ವಿಸ್ತೀರ್ಣ 0.30 ಎಕರೆ ಪ್ರದೇಶವನ್ನು " ಉದ್ಯಾನವನ/ಬಯಲುಜಾಗ " ವಲಯದಿಂದ " ವಸತಿ " ಉದ್ದೇಶಕ್ಕಾಗಿ ಹೊಸ ಭೂ ಉಪಯೋಗ ನಿಗದಿಪಡಿಸುವಂತೆ ಶ್ರೀಮತಿ. ಎ.ಆದಿಲಕ್ಷ್ಮಿ ಗಂಡ : ಶ್ರೀ. ಎ.ಗಂಗಾಧರ, ಬಳ್ಳಾರಿ ರವರು ಅರ್ಜಿ ಸಲ್ಲಿಸಿರುತ್ತಾರೆ. — [537, 704, 907, 736]
audience-photo — [475, 115, 767, 222]
tender-office: ಗ್ರಾಮ ಪಂಚಾಯತಿ ಕಾರ್ಯಾಲಯ, ದರೋಜಿ. — [629, 1173, 913, 1188]
tender-website-label: ಅರ್ಜಿ ಸಲ್ಲಿಸಲು ವೆಬ್ ಸೈಟ್ — [353, 1319, 429, 1329]
registration-marks — [876, 1555, 910, 1565]
minister-tour-headline: ಜಿಲ್ಲಾ ಉಸ್ತುವಾರಿ ಸಚಿವರ ಪ್ರವಾಸ ಕಾರ್ಯಕ್ರಮ — [55, 466, 250, 481]
notice-ref: ಸಂಖ್ಯೆ: ಬ.ನ.ಅ.ಪ್ರಾ/ತಾಂತ್ರಿಕ/ಭೂ.ಬ/15/2025–26 — [157, 657, 304, 667]
imprint-line-2: Publication: SHREE SHAILA PRINTERS, opp.Eranna Gudi Road,Eslampura,Gangavathi - 581227. Koppal Dist.Karnataka. — [129, 1523, 655, 1534]
ganesh-headline: ನನಗೆ ಗೊತ್ತಿರುವುದು ಕ್ಷೇತ್ರದ ಅಭಿವೃದ್ಧಿ ಕ್ರಾಂತಿ ಮಾತ್ರ ಗೊತ್ತು : ಜೆ.ಎನ್.ಗಣೇಶ್ — [335, 330, 771, 350]
tender-district: ಜಿಲ್ಲಾ ಪಂಚಾಯತ ಬಳ್ಳಾರಿ, ತಾಲ್ಲೂಕು ಪಂಚಾಯಿತಿ ಸಂಡೂರು — [678, 1159, 864, 1171]
registration-marks — [326, 1555, 360, 1565]
tender-contact: ಸಂಪರ್ಕಿಸಬಹುದಾಗಿದೆ. ಟೆಂಡರ್‌ನ ಹೆಚ್ಚಿನ ಮಾಹಿತಿಗಾಗಿ ಕಛೇರಿ ವೇಳೆಯಲ್ಲಿ ಸಂಬಂಧಪಟ್ಟ ಗ್ರಾಮ ಪಂಚಾಯತಿಯ ಪಂಚಾಯಿತಿ ಅಭಿವೃದ್ಧಿ ಅಧಿಕಾರಿ ಇವರನ್ನು ಸಂಪರ್ಕಿಸಬಹುದಾಗಿದೆ. — [39, 1319, 312, 1352]
tender-signature: ಸಹಿ/–ಪಂಚಾಯಿತಿ ಅಭಿವೃದ್ಧಿ ಅಧಿಕಾರಿ ಗ್ರಾಮ ಪಂಚಾಯಿತಿ, ಯರ್ರಯ್ಯನಹಳ್ಳಿ — [377, 1361, 569, 1370]
minister-tour-text: ಸುವರ್ಣವಾಹಿನಿ ಸುದ್ದಿ ವಿಜಯನಗರ(ಹೊಸಪೇಟೆ),ಅ.30: ವಸತಿ, ವಕ್ಫ್ ಮತ್ತು ಅಲ್ಪಸಂಖ್ಯಾತರ ಕಲ್ಯಾಣ ಸಚಿವರು ಹಾಗೂ ವಿಜಯನಗರ ಜಿಲ್ಲಾ ಉಸ್ತುವಾರಿ ಸಚಿವರಾದ ಬಿ.ಜೆಡ್.ಜಮೀರ್ ಅಹ್ಮದ್ ಖಾನ್ ಅವರು ಅ.31 ಮತ್ತು ನ.01 ರಂದು ವಿಜಯನಗರ ಜಿಲ್ಲೆಯಲ್ಲಿ ಪ್ರವಾಸ ಕೈಗೊಂಡಿದ್ದಾರೆ. ಅಕ್ಟೋಬರ್ 31 ರಂದು ಸಂಜೆ 6:30 ಗಂಟೆಗೆ ಕೂಡ್ಲಿಗಿ ತಾಲೂಕಿನ 74 ಕೆರೆ ತುಂಬಿಸುವ ಯೋಜನೆ ಹಾಗೂ ವಿವಿಧ ಅಭಿವೃದ್ಧಿ ಕಾರ್ಯಕ್ರಮಕ್ಕಾಗಿ ಆಗಮಿಸುವ ಮುಖ್ಯಮಂತ್ರಿ ಮತ್ತು ಉಪಮುಖ್ಯಮಂತ್ರಿಗಳ ಕಾರ್ಯಕ್ರಮದ ಪೂರ್ವಸಿದ್ಧತೆಯನ್ನು ವೀಕ್ಷಣೆ ಮಾಡಲಿದ್ದಾರೆ. ರಾತ್ರಿ 07:30 ಗಂಟೆಗೆ ಹೊಸಪೇಟೆಯ ವೈಕುಂಠ ಅತಿಥಿ ಗೃಹ ಟಿ.ಬಿ.ಡ್ಯಾಂನಲ್ಲಿ ವಾಸ್ತವ್ಯ ಮಾಡುವರು. ನವೆಂಬರ್ — [28, 486, 323, 548]
notice-title: “ಸಾರ್ವಜನಿಕ ಪ್ರಕಟಣೆ” — [531, 683, 913, 701]
tender-intro: 2025–26 ನೇ ಸಾಲಿನ ಮಹಾತ್ಮ ಗಾಂಧಿ ರಾಷ್ಟ್ರೀಯ ಗ್ರಾಮೀಣ ಉದ್ಯೋಗ ಖಾತರಿ ಯೋಜನೆಯಡಿಯಲ್ಲಿ ಅನುಷ್ಠಾನಗೊಳ್ಳುವ ಉದ್ದೇಶಿಸಿರುವ ಕಾಮಗಾರಿಗಳಿಗೆ ಅಗತ್ಯವಿರುವ ಸಾಮಗ್ರಿಗಳನ್ನು ಸರಬರಾಜು ಮಾಡುವ ಸಂಬಂಧ ಇ–ಪೋರ್ಟಲ್‌ನ ಜಾಲತಾಣದಲ್ಲಿ (Two Cover Bid) ಇ–ಟೆಂಡರ್‌ಅನ್ನು ಆಹ್ವಾನಿಸಲಾಗಿದೆ. ಆಸಕ್ತ ಸರಬರಾಜುದಾರರು ಅರ್ಜಿ ಸಲ್ಲಿಸುವ ವಿವರ ಮತ್ತು ವೇಳಾಪಟ್ಟಿ ಈ ಕೆಳಗಿನಂತಿದೆ. — [337, 1225, 609, 1281]
registration-marks — [28, 1555, 62, 1565]
notice-signature: ಸಹಿ/– ಆಯುಕ್ತರು, ಬಳ್ಳಾರಿ ನಗರಾಭಿವೃದ್ಧಿ ಪ್ರಾಧಿಕಾರ, ಬಳ್ಳಾರಿ. — [642, 864, 802, 874]
minister-portrait — [60, 620, 120, 712]
tender-notice-taluru — [30, 1140, 320, 1488]
tender-govt: ಕರ್ನಾಟಕ ಸರ್ಕಾರ — [143, 1145, 207, 1158]
notice-para: ಸದರಿ ಜಮೀನಿಗೆ ಪಶ್ಚಿಮ ದಿಕ್ಕಿಗೆ 9.00 ಮೀ ಅಗಲದ ರಸ್ತೆ ಸಂಪರ್ಕವಿದ್ದು ಹಾಲಿ ವಸತಿ ಅಭಿವೃದ್ಧಿಗಳಿಗೆ ಹೊಂದಿಕೊಂಡಿರುತ್ತದೆ. ಮಾಸ್ಟರ್ ಪ್ಲಾನ್‌ನಲ್ಲಿ "ಉದ್ಯಾನವನ/ಬಯಲುಜಾಗ" ಉದ್ದೇಶಕ್ಕಾಗಿ ಕಾಯ್ದಿರಿಸಿದ ವಲಯದಲ್ಲಿರುತ್ತದೆ.ಅರ್ಜಿದಾರರು "ನಾಗರೀಕ ಸೌಲಭ್ಯ ಒದಗಿಸುವ ಯೋಜಿತ ಬೆಳವಣಿಗೆಯ "ವಸತಿ" ವಿನ್ಯಾಸವನ್ನು ಅಭಿವೃದ್ಧಿಪಡಿಸಲು ಉದ್ದೇಶಿಸಲಾಗಿರುತ್ತದೆ. ಕಂದಾಯ ಇಲಾಖೆಯಿಂದ ಭೂ ಪರಿವರ್ತನಾ ಆದೇಶವಾದ ನಂತರ ಪ್ರಾಧಿಕಾರದಿಂದ ವಲಯ ನಿಯಮಾವಳಿಗಳನ್ವಯ ವಿನ್ಯಾಸ ಅನುಮೋದಿಸಿಕೊಂಡ ನಂತರ, ಅಭಿವೃದ್ಧಿ ಕಾರ್ಯಗಳ ಪ್ರಾರಂಭದಿಂದ ಸ್ಥಳೀಯರಿಗೆ ಸೌಕರ್ಯಗಳನ್ನೊಳಗೊಂಡ ವಿನ್ಯಾಸವಾಗಲಿದ್ದು ನಿವೇಶನಗಳನ್ನು ಸಾರ್ವಜನಿಕರಿಗೆ ಮಾರಾಟ ಮಾಡಲಾಗುವುದರಿಂದ ಒಂದು ಸುಸಜ್ಜಿತ ಬಡಾವಣೆಯಾಗಿ ಸುತ್ತಮುತ್ತಲಿನ ಪ್ರದೇಶವು ಅಭಿವೃದ್ಧಿಪಡಿಸಲಾಗುತ್ತದೆ ಎಂಬ ಸಾರ್ವಜನಿಕ ಹಿತಾಸಕ್ತಿಯನ್ನು ಹೊಂದಿರುತ್ತಾರೆ. — [537, 740, 907, 807]
notice-date: ದಿನಾಂಕ:28.10.2025 — [448, 657, 514, 667]
tender-signature: ಸಹಿ/–ಪಂಚಾಯಿತಿ ಅಭಿವೃದ್ಧಿ ಅಧಿಕಾರಿ ಗ್ರಾಮ ಪಂಚಾಯಿತಿ, ದರೋಜಿ. — [681, 1361, 860, 1370]
notice-title: “ಸಾರ್ವಜನಿಕ ಪ್ರಕಟಣೆ” — [151, 672, 520, 690]
notice-date: ದಿನಾಂಕ:28.10.2025 — [841, 668, 907, 678]
tender-intro: 2025–26 ನೇ ಸಾಲಿನ ಮಹಾತ್ಮ ಗಾಂಧಿ ರಾಷ್ಟ್ರೀಯ ಗ್ರಾಮೀಣ ಉದ್ಯೋಗ ಖಾತರಿ ಯೋಜನೆಯಡಿಯಲ್ಲಿ ಅನುಷ್ಠಾನಗೊಳ್ಳುವ ಉದ್ದೇಶಿಸಿರುವ ಕಾಮಗಾರಿಗಳಿಗೆ ಅಗತ್ಯವಿರುವ ಸಾಮಗ್ರಿಗಳನ್ನು ಸರಬರಾಜು ಮಾಡುವ ಸಂಬಂಧ ಇ–ಪೋರ್ಟಲ್‌ನ ಜಾಲತಾಣದಲ್ಲಿ (Two Cover Bid) ಇ–ಟೆಂಡರ್‌ಅನ್ನು ಆಹ್ವಾನಿಸಲಾಗಿದೆ. ಆಸಕ್ತ ಸರಬರಾಜುದಾರರು ಅರ್ಜಿ ಸಲ್ಲಿಸುವ ವಿವರ ಮತ್ತು ವೇಳಾಪಟ್ಟಿ ಈ ಕೆಳಗಿನಂತಿದೆ. — [635, 1225, 907, 1281]
imprint-footer — [15, 1498, 915, 1542]
tender-code: ಡಿಐಪಿಆರ್/ಬಳ್ಳಾರಿ/585/ಕೆಎಸ್‌ಎಂಸಿಎ/2025–26 — [337, 1374, 465, 1384]
divider — [28, 322, 915, 324]
lead-col-3: ಸ್ಥಾನದಲ್ಲಿದೆ ಎಂದರು. ಸಂಶೋಧನಾ ಲೇಖನಗಳು, ಪ್ರಬಂಧಗಳು, ಪುಸ್ತಕಗಳನ್ನು ಹೊರತರುವಲ್ಲಿ ಭಾರತವು 4ನೇ ಅತಿದೊಡ್ಡ ದೇಶವಾಗಿದೆ. ಕಾಲಕಾಲಕ್ಕೆ ವಿಶ್ವವಿದ್ಯಾಲಯ ಧನಸಹಾಯ ಆಯೋಗ(ಯುಜಿಸಿ)ದಿಂದ ಮಾರ್ಗದರ್ಶನ ಕಾರ್ಯಗಳಿಂದ ಅಥವಾ ವಿಶ್ವವಿದ್ಯಾಲಯಗಳ ಆಡಳಿತ ಅಡಿ- — [325, 222, 470, 284]
notice-code: ಡಿಐಪಿಆರ್/ಬಳ್ಳಾರಿ/579/ಕೆಎಸ್‌ಎಂಸಿಎ/2025–26 — [537, 878, 665, 887]
issue-date: ಶುಕ್ರವಾರ 31 ಅಕ್ಟೋಬರ್ 2025 — [22, 32, 181, 49]
masthead — [14, 28, 919, 56]
body-found-text: ಸುವರ್ಣವಾಹಿನಿ ಸುದ್ದಿ ವಿಜಯನಗರ(ಹೊಸಪೇಟೆ),ಅ.30: ಕಮಲಾಪುರ ಪೊಲೀಸ್ ಠಾಣೆ ವ್ಯಾಪ್ತಿಯ ಹೆಚ್‌ಎಲ್‌ಸಿ ಫ್ಲೋರ್ ಕಾಲುವೆಯಲ್ಲಿ ಸುಮಾರು 50 ರಿಂದ 55 ವರ್ಷದ ಅನಾಮಧೇಯ ಮಹಿಳೆಯ ಶವ ಪತ್ತೆಯಾಗಿದ್ದು, ಕಮಲಾಪುರ ಪಟ್ಟಣ ಪೊಲೀಸ್ ಠಾಣೆಯಲ್ಲಿ ಪ್ರಕರಣ ದಾಖಲಾಗಿದೆ. ವ್ಯಕ್ತಿಯ ಚಹರೆ : 5.5 ಅಡಿ ಎತ್ತರ, ಎಣ್ಣೆಗೆಂಪು ಮತ್ತು ಸಾಧಾರಣ ಮೈಕಟ್ಟು ಇರುತ್ತದೆ. ಮೃತಳ ಮೈಮೇಲೆ ಹಸಿರು ಬಣ್ಣದ ಸೀರೆ, ಹಸಿರು ಬಣ್ಣದ ಕುಪ್ಪಸ ಮತ್ತು ಕಪ್ಪು ಬಣ್ಣದ ಲಂಗ ಧರಿಸಿರುತ್ತಾಳೆ. ಅನಾಮಧೇಯ ವ್ಯಕ್ತಿಯ ಬಗ್ಗೆ ಮಾಹಿತಿ ಇದ್ದಲ್ಲಿ ವಿಜಯನಗರ ಜಿಲ್ಲಾ ಪೊಲೀಸ್ ಕಂಟ್ರೋಲ್ ರೂಂ ದೂ.9480805700, ಎಸ್‌ಪಿ ಮೊ.9480805701, ಹೆಚ್ಚುವರಿ ಎಸ್‌ಪಿ ಮೊ.9480805702, ಉಪವಿಭಾಗ ಡಿಎಸ್‌ಪಿ ಮೊ.9480805720, ಹಂಪಿ ವೃತ್ತ ಸಿಪಿಐ ಮೊ.9480805732 ಮತ್ತು ಕಮಲಾಪುರ ಪೊಲೀಸ್ ಠಾಣೆಯ ಪಿಎಸ್‌ಐ ಮೊ.9480805762 ಸಂಖ್ಯೆಗಳಿಗೆ ಕರೆ ಮಾಡಿ ಸಂಪರ್ಕಿಸಬೇಕೆಂದು ಪೊಲೀಸ್ ಠಾಣಾಧಿಕಾರಿಗಳು ಪ್ರಕಟಣೆಯಲ್ಲಿ ತಿಳಿಸಿದ್ದಾರೆ. — [28, 352, 323, 445]
